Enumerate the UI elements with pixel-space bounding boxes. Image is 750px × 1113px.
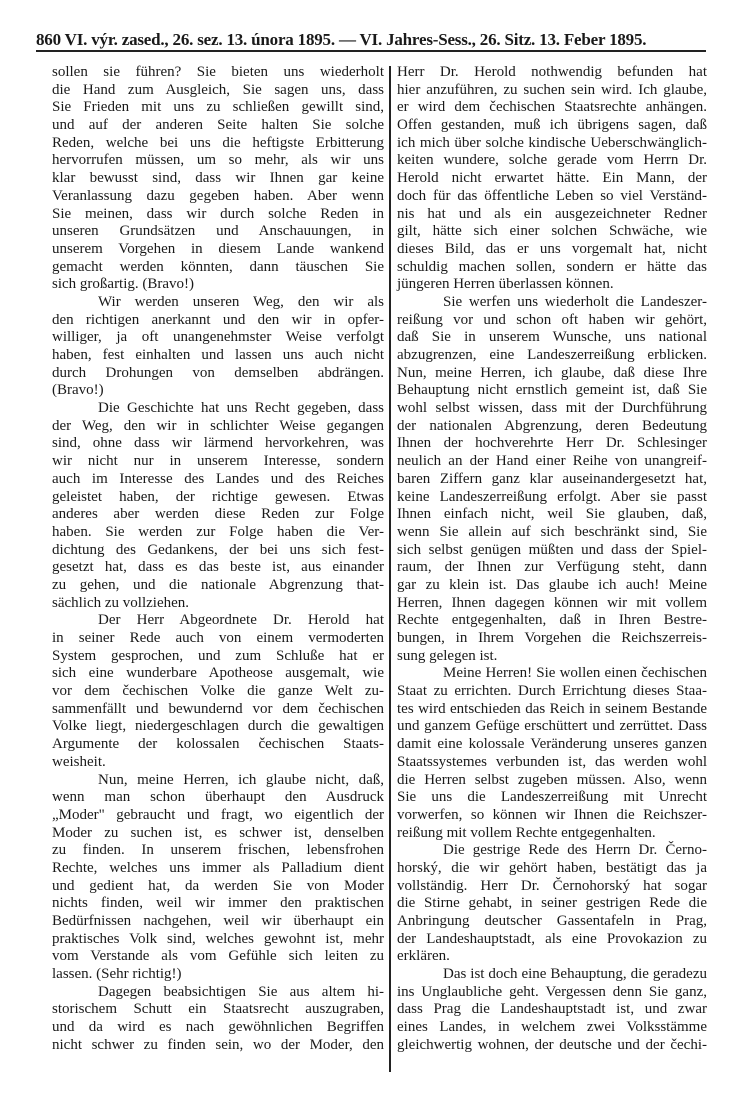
text-line: [52, 612, 384, 630]
text-line: [397, 135, 707, 153]
text-line: [397, 878, 707, 896]
text-line: [52, 984, 384, 1002]
text-line-content: Die gestrige Rede des Herrn Dr. Černo-: [443, 842, 707, 859]
header-divider: [36, 50, 706, 52]
text-line-content: storischem Schutt ein Staatsrecht auszugraben,: [52, 1001, 384, 1018]
text-line-content: weisheit.: [52, 753, 106, 770]
text-line-content: auch im Interesse des Landes und des Reiches: [52, 470, 384, 487]
text-line: [397, 382, 707, 400]
text-line: [397, 489, 707, 507]
text-line-content: der nationalen Abgrenzung, deren Bedeutung: [397, 417, 707, 434]
text-line: [52, 506, 384, 524]
text-line: [397, 1019, 707, 1037]
text-line: [397, 701, 707, 719]
text-line-content: wenn Sie allein auf sich beschränkt sind, Sie: [397, 523, 707, 540]
text-line: [52, 648, 384, 666]
text-line: [52, 329, 384, 347]
text-line-content: sammenfällt und bewundernd vor dem čechischen: [52, 700, 384, 717]
text-line-content: und gedient hat, da werden Sie von Moder: [52, 877, 384, 894]
text-line-content: unseren Grundsätzen und Anschauungen, in: [52, 223, 384, 240]
text-line-content: die Hand zum Ausgleich, Sie sagen uns, dass: [52, 81, 384, 98]
text-line: [52, 878, 384, 896]
text-line-content: zu gehen, und die nationale Abgrenzung that-: [52, 576, 384, 593]
text-line-content: Rechte, welches uns immer als Palladium dient: [52, 859, 384, 876]
text-line: [397, 595, 707, 613]
text-line-content: er wird dem čechischen Staatsrechte anhängen.: [397, 99, 707, 116]
text-line-content: Offen gestanden, muß ich übrigens sagen, daß: [397, 117, 707, 134]
text-line-content: horský, die wir gehört haben, bestätigt das ja: [397, 859, 707, 876]
text-line-content: Dagegen beabsichtigen Sie aus altem hi-: [98, 983, 384, 1000]
paragraph: [397, 64, 707, 294]
text-line: [397, 754, 707, 772]
text-line: [397, 418, 707, 436]
text-line-content: nichts finden, weil wir immer den praktischen: [52, 895, 384, 912]
text-line: [397, 453, 707, 471]
text-line: [397, 1037, 707, 1055]
text-line: [52, 135, 384, 153]
text-line: [52, 1001, 384, 1019]
text-line-content: Der Herr Abgeordnete Dr. Herold hat: [98, 612, 384, 629]
text-line-content: dichtung des Gedankens, der bei uns sich fest-: [52, 541, 384, 558]
text-line: [397, 630, 707, 648]
text-line: [52, 630, 384, 648]
text-line-content: sich selbst genügen müßten und dass der Spiel-: [397, 541, 707, 558]
text-line-content: die Stirne gehabt, in seiner gestrigen Rede die: [397, 895, 707, 912]
text-line-content: haben. Sie werden zur Folge haben die Ver-: [52, 523, 384, 540]
text-line-content: williger, ja oft unangenehmster Weise verfolgt: [52, 329, 384, 346]
text-line: [52, 418, 384, 436]
text-line-content: keine Landeszerreißung erfolgt. Aber sie passt: [397, 488, 707, 505]
text-line-content: Sie werfen uns wiederholt die Landeszer-: [443, 293, 707, 310]
text-line-content: Nun, meine Herren, ich glaube, daß diese Ihre: [397, 364, 707, 381]
text-line-content: anderes aber werden diese Reden zur Folge: [52, 506, 384, 523]
text-line: [397, 170, 707, 188]
text-line: [397, 99, 707, 117]
text-line-content: lassen. (Sehr richtig!): [52, 966, 182, 983]
text-line: [52, 276, 384, 294]
text-line-content: erklären.: [397, 948, 450, 965]
text-line: [397, 683, 707, 701]
text-line: [397, 524, 707, 542]
text-line: [52, 435, 384, 453]
text-line: [52, 860, 384, 878]
text-line: [52, 736, 384, 754]
text-line: [52, 931, 384, 949]
text-line-content: klar bewusst sind, dass wir Ihnen gar keine: [52, 170, 384, 187]
text-line-content: „Moder" gebraucht und fragt, wo eigentlich der: [52, 806, 384, 823]
page-header: 860 VI. výr. zased., 26. sez. 13. února 1895. — VI. Jahres-Sess., 26. Sitz. 13. Feber 1895.: [36, 30, 647, 49]
text-line: [52, 223, 384, 241]
text-line-content: Das ist doch eine Behauptung, die geradezu: [443, 966, 707, 983]
text-line: [52, 1019, 384, 1037]
text-line-content: sich eine wunderbare Apotheose ausgemalt, wie: [52, 665, 384, 682]
text-line-content: Volke liegt, niedergeschlagen durch die gewaltigen: [52, 718, 384, 735]
text-line: [397, 789, 707, 807]
text-line-content: sich großartig. (Bravo!): [52, 276, 195, 293]
text-line: [52, 665, 384, 683]
text-line: [52, 382, 384, 400]
text-line-content: vorwerfen, so können wir Ihnen die Reichszer-: [397, 806, 707, 823]
text-line: [397, 241, 707, 259]
text-line: [397, 152, 707, 170]
text-line: [52, 842, 384, 860]
text-line-content: vom Verstande als vom Gefühle sich leiten zu: [52, 948, 384, 965]
text-line-content: wohl selbst wissen, dass mit der Durchführung: [397, 400, 707, 417]
text-line: [397, 612, 707, 630]
text-line: [397, 913, 707, 931]
text-line-content: nicht schwer zu finden sein, wo der Moder, den: [52, 1036, 384, 1053]
text-line-content: dieses Bild, das er uns vorgemalt hat, nicht: [397, 240, 707, 257]
text-line-content: Sie Frieden mit uns zu schließen gewillt sind,: [52, 99, 384, 116]
text-line: [52, 772, 384, 790]
text-line: [52, 595, 384, 613]
text-line: [52, 471, 384, 489]
text-line-content: gar zu klein ist. Das glaube ich auch! Meine: [397, 576, 707, 593]
paragraph: [52, 294, 384, 400]
text-line-content: schuldig machen sollen, sondern er hätte das: [397, 258, 707, 275]
text-line: [52, 489, 384, 507]
text-line-content: wenn man schon überhaupt den Ausdruck: [52, 789, 384, 806]
text-line: [52, 188, 384, 206]
text-line-content: vor dem čechischen Volke die ganze Welt zu-: [52, 683, 384, 700]
text-line: [397, 82, 707, 100]
text-line-content: ich mich über solche kindische Ueberschwänglich-: [397, 134, 707, 151]
text-line-content: neulich an der Hand einer Reihe von unangreif-: [397, 453, 707, 470]
text-line: [397, 329, 707, 347]
text-line-content: sind, ohne dass wir lärmend hervorkehren, was: [52, 435, 384, 452]
text-line: [397, 347, 707, 365]
text-line-content: Sie uns die Landeszerreißung mit Unrecht: [397, 789, 707, 806]
text-line: [52, 312, 384, 330]
text-line-content: und ganzem Gefüge erschüttert und zerrüttet. Dass: [397, 718, 707, 735]
text-line: [52, 365, 384, 383]
text-line: [397, 188, 707, 206]
text-line-content: Bedürfnissen nachgehen, weil wir überhaupt ein: [52, 913, 384, 929]
text-line: [52, 82, 384, 100]
text-line: [397, 365, 707, 383]
paragraph: [397, 842, 707, 966]
text-line-content: gilt, hätte sich einer solchen Schwäche, wie: [397, 223, 707, 240]
text-line: [52, 453, 384, 471]
text-line: [52, 948, 384, 966]
text-line: [52, 577, 384, 595]
text-line: [52, 1037, 384, 1055]
text-line-content: Reden, welche bei uns die heftigste Erbitterung: [52, 134, 384, 151]
text-line-content: ins Unglaubliche geht. Vergessen denn Sie ganz,: [397, 983, 707, 1000]
text-line: [397, 312, 707, 330]
text-line-content: vollständig. Herr Dr. Černohorský hat sogar: [397, 877, 707, 894]
text-line-content: Behauptung nicht ernstlich gemeint ist, daß Sie: [397, 382, 707, 399]
text-line: [52, 170, 384, 188]
text-line-content: unserem Vorgehen in diesem Lande wankend: [52, 240, 384, 257]
text-line: [397, 64, 707, 82]
text-line-content: die Herren selbst zugeben müssen. Also, wenn: [397, 771, 707, 788]
text-line: [397, 223, 707, 241]
paragraph: [397, 665, 707, 842]
paragraph: [397, 966, 707, 1054]
text-line-content: bungen, in Ihrem Vorgehen die Reichszerreis-: [397, 630, 707, 646]
text-line-content: Anbringung deutscher Gassentafeln in Prag,: [397, 913, 707, 929]
text-line: [397, 206, 707, 224]
text-line: [397, 276, 707, 294]
text-line: [397, 648, 707, 666]
text-line-content: Moder zu suchen ist, es schwer ist, denselben: [52, 824, 384, 841]
text-line-content: keiten wundere, solche gerade vom Herrn Dr.: [397, 152, 707, 169]
text-line-content: der Weg, den wir in schlichter Weise gegangen: [52, 417, 384, 434]
text-line-content: Argumente der kolossalen čechischen Staats-: [52, 736, 384, 753]
text-line: [397, 1001, 707, 1019]
text-line: [52, 966, 384, 984]
text-line-content: daß Sie in unserem Wunsche, uns national: [397, 329, 707, 346]
text-line-content: und da wird es nach gewöhnlichen Begriffen: [52, 1019, 384, 1036]
text-line: [52, 807, 384, 825]
text-line-content: doch für das öffentliche Leben so viel Verständ-: [397, 187, 707, 204]
text-line-content: gemacht werden könnten, dann täuschen Sie: [52, 258, 384, 275]
text-line-content: Nun, meine Herren, ich glaube nicht, daß,: [98, 771, 384, 788]
text-line-content: Ihnen einfach nicht, weil Sie glauben, daß,: [397, 506, 707, 523]
right-column: [397, 64, 707, 1055]
paragraph: [52, 400, 384, 612]
text-line: [52, 701, 384, 719]
text-line: [397, 772, 707, 790]
text-line-content: tes wird entschieden das Reich in seinem Bestande: [397, 700, 707, 717]
text-line: [397, 435, 707, 453]
text-line: [397, 400, 707, 418]
text-line: [397, 931, 707, 949]
text-line-content: Wir werden unseren Weg, den wir als: [98, 293, 384, 310]
text-line-content: reißung vor und schon oft haben wir gehört,: [397, 311, 707, 328]
text-line: [52, 99, 384, 117]
text-line-content: durch Drohungen von demselben abdrängen.: [52, 364, 384, 381]
text-line: [397, 259, 707, 277]
text-line: [397, 948, 707, 966]
paragraph: [52, 772, 384, 984]
text-line-content: sollen sie führen? Sie bieten uns wiederholt: [52, 64, 384, 80]
text-line-content: (Bravo!): [52, 382, 104, 399]
text-line: [397, 984, 707, 1002]
text-line: [52, 683, 384, 701]
text-line: [397, 807, 707, 825]
text-line: [397, 966, 707, 984]
text-line: [52, 789, 384, 807]
text-line: [397, 665, 707, 683]
text-line: [397, 559, 707, 577]
text-line: [52, 913, 384, 931]
text-line: [397, 471, 707, 489]
text-line-content: Staat zu errichten. Durch Errichtung dieses Staa-: [397, 683, 707, 700]
text-line-content: in seiner Rede auch von einem vermoderten: [52, 630, 384, 646]
left-column: [52, 64, 384, 1055]
text-line-content: baren Ziffern ganz klar auseinandergesetzt hat,: [397, 470, 707, 487]
text-line-content: dass Prag die Landeshauptstadt ist, und zwar: [397, 1001, 707, 1018]
text-line: [397, 294, 707, 312]
text-line-content: zu finden. In unserem frischen, lebensfrohen: [52, 842, 384, 859]
paragraph: [52, 984, 384, 1055]
text-line-content: damit eine kolossale Veränderung unseres ganzen: [397, 736, 707, 753]
text-line: [52, 559, 384, 577]
text-line: [397, 842, 707, 860]
text-line-content: System gesprochen, und zum Schluße hat er: [52, 647, 384, 664]
paragraph: [52, 64, 384, 294]
text-line-content: den richtigen anerkannt und den wir in opfer-: [52, 311, 384, 328]
text-line-content: jüngeren Herren überlassen können.: [397, 276, 614, 293]
text-line-content: gesetzt hat, dass es das beste ist, aus einander: [52, 559, 384, 576]
text-line-content: Herold nicht erwartet hätte. Ein Mann, der: [397, 170, 707, 187]
text-line-content: praktisches Volk sind, welches gewohnt ist, mehr: [52, 930, 384, 947]
text-line-content: haben, fest einhalten und lassen uns auch nicht: [52, 347, 384, 363]
text-line-content: Sie meinen, dass wir durch solche Reden in: [52, 205, 384, 222]
text-line-content: gleichwertig wohnen, der deutsche und der čechi-: [397, 1036, 707, 1053]
text-line-content: und auf der anderen Seite halten Sie solche: [52, 117, 384, 134]
text-line: [52, 754, 384, 772]
text-line-content: hervorrufen müssen, um so mehr, als wir uns: [52, 152, 384, 169]
text-line: [52, 64, 384, 82]
text-line-content: sächlich zu vollziehen.: [52, 594, 190, 611]
text-line-content: hier anzuführen, zu suchen sein wird. Ich glaube,: [397, 81, 707, 98]
text-line: [52, 241, 384, 259]
text-line: [397, 506, 707, 524]
text-line-content: wir nicht nur in unserem Interesse, sondern: [52, 453, 384, 470]
text-line-content: geleistet haben, der richtige gewesen. Etwas: [52, 488, 384, 505]
text-line: [397, 825, 707, 843]
text-line: [397, 895, 707, 913]
text-line: [52, 542, 384, 560]
text-line-content: Staatssystemes verbunden ist, das werden wohl: [397, 753, 707, 770]
text-line: [52, 400, 384, 418]
text-line: [397, 577, 707, 595]
text-line-content: Die Geschichte hat uns Recht gegeben, dass: [98, 400, 384, 417]
text-line-content: Veranlassung dazu gegeben haben. Aber wenn: [52, 187, 384, 204]
text-line: [52, 718, 384, 736]
text-line: [52, 259, 384, 277]
text-line: [52, 347, 384, 365]
text-line: [52, 524, 384, 542]
text-line-content: Rechte entgegenhalten, daß in Ihren Bestre-: [397, 612, 707, 629]
text-line-content: nis hat und als ein ausgezeichneter Redner: [397, 205, 707, 222]
text-line-content: Ihnen der hochverehrte Herr Dr. Schlesinger: [397, 435, 707, 452]
text-line-content: abzugrenzen, eine Landeszerreißung erblicken.: [397, 347, 707, 363]
text-line: [52, 152, 384, 170]
text-line-content: raum, der Ihnen zur Verfügung steht, dann: [397, 559, 707, 576]
text-line: [397, 860, 707, 878]
text-line: [52, 825, 384, 843]
text-line: [397, 542, 707, 560]
text-line-content: Herren, Ihnen dagegen können wir mit vollem: [397, 594, 707, 611]
text-line: [52, 895, 384, 913]
text-line-content: der Landeshauptstadt, als eine Provokazion zu: [397, 930, 707, 947]
text-line-content: eines Landes, in welchem zwei Volksstämme: [397, 1019, 707, 1036]
text-line-content: Meine Herren! Sie wollen einen čechischen: [443, 665, 707, 682]
text-line-content: Herr Dr. Herold nothwendig befunden hat: [397, 64, 707, 80]
text-line-content: sung gelegen ist.: [397, 647, 498, 664]
column-divider: [389, 66, 391, 1072]
text-line: [52, 206, 384, 224]
paragraph: [397, 294, 707, 665]
text-line: [397, 736, 707, 754]
text-line-content: reißung mit vollem Rechte entgegenhalten.: [397, 824, 656, 841]
paragraph: [52, 612, 384, 771]
text-line: [52, 294, 384, 312]
text-line: [397, 117, 707, 135]
text-line: [397, 718, 707, 736]
text-line: [52, 117, 384, 135]
